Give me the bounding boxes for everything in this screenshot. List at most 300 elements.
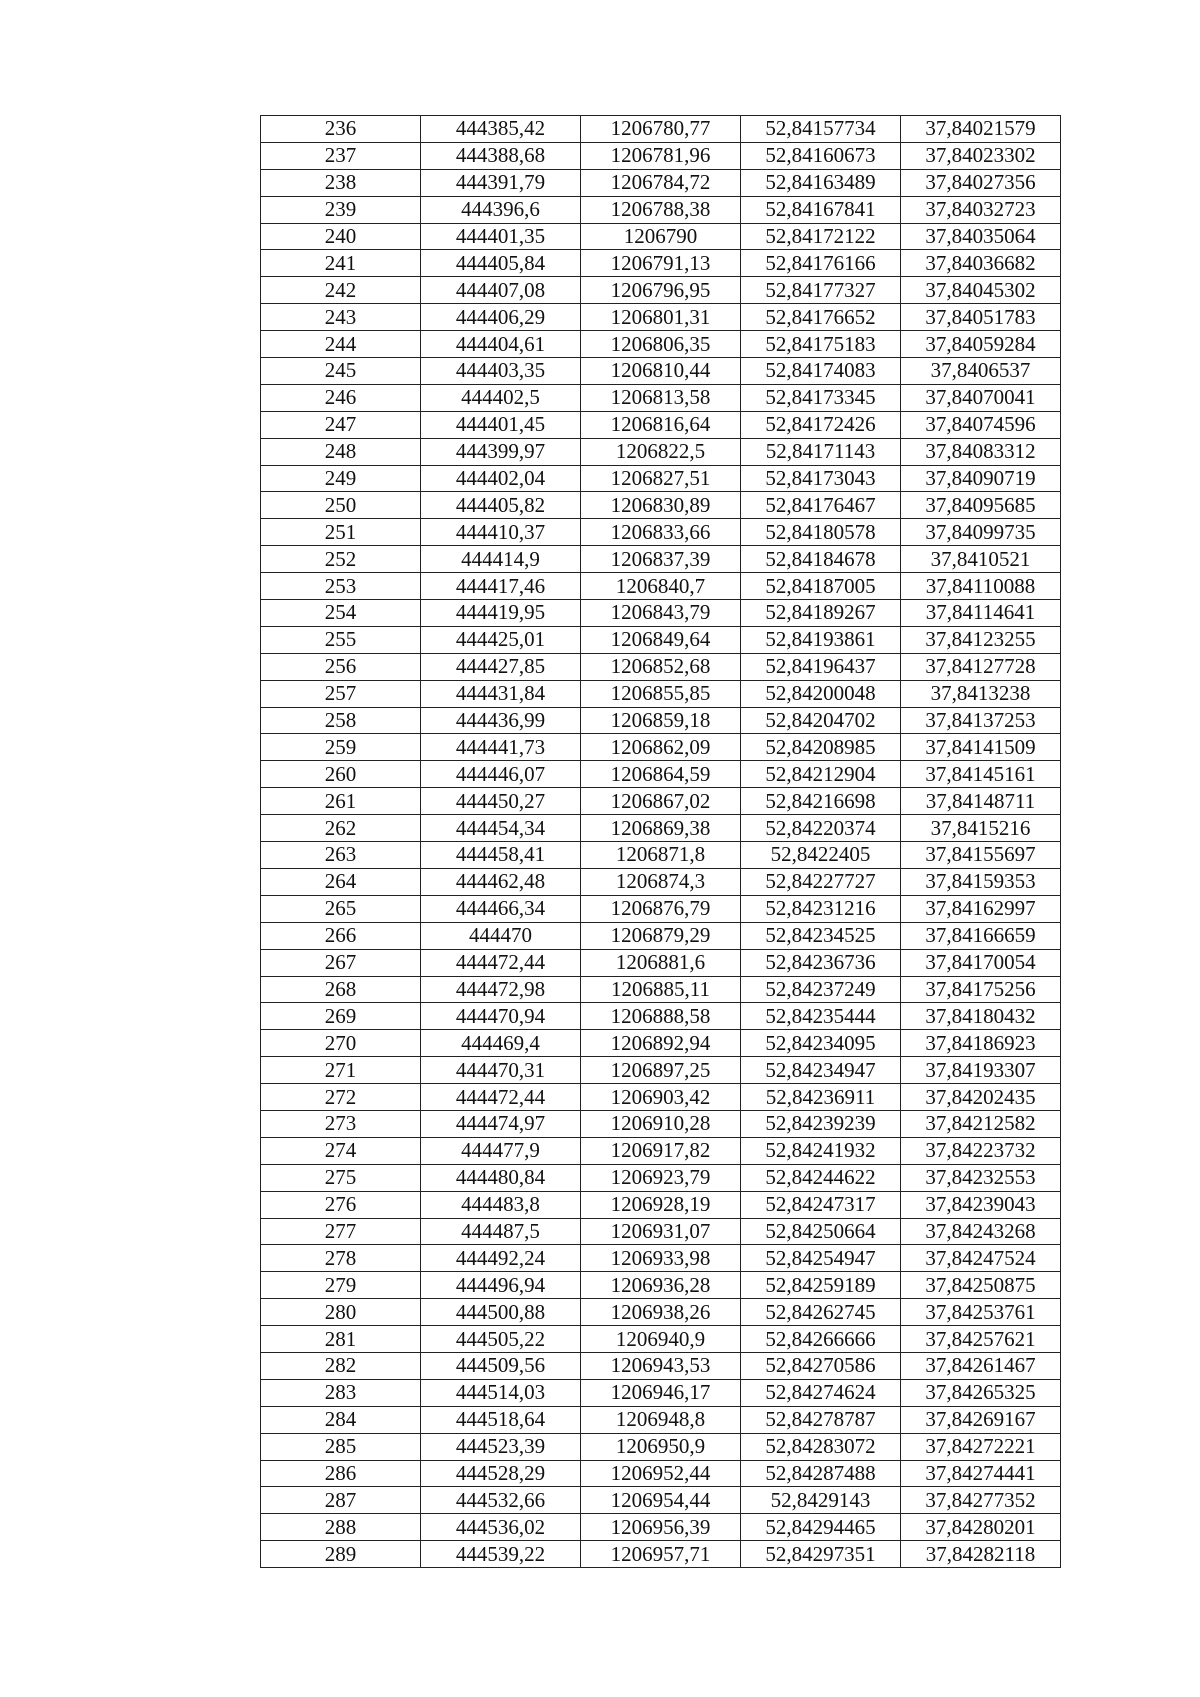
latitude-cell: 52,84187005 bbox=[741, 573, 901, 600]
longitude-cell: 37,84180432 bbox=[901, 1003, 1061, 1030]
point-number-cell: 289 bbox=[261, 1541, 421, 1568]
latitude-cell: 52,84278787 bbox=[741, 1406, 901, 1433]
x-coordinate-cell: 444470 bbox=[421, 922, 581, 949]
longitude-cell: 37,84035064 bbox=[901, 223, 1061, 250]
point-number-cell: 274 bbox=[261, 1137, 421, 1164]
table-row bbox=[261, 1245, 1061, 1272]
latitude-cell: 52,84157734 bbox=[741, 116, 901, 143]
table-row bbox=[261, 465, 1061, 492]
y-coordinate-cell: 1206931,07 bbox=[581, 1218, 741, 1245]
y-coordinate-cell: 1206938,26 bbox=[581, 1299, 741, 1326]
y-coordinate-cell: 1206864,59 bbox=[581, 761, 741, 788]
point-number-cell: 262 bbox=[261, 815, 421, 842]
table-row bbox=[261, 1352, 1061, 1379]
y-coordinate-cell: 1206867,02 bbox=[581, 788, 741, 815]
y-coordinate-cell: 1206813,58 bbox=[581, 384, 741, 411]
longitude-cell: 37,84051783 bbox=[901, 304, 1061, 331]
longitude-cell: 37,84162997 bbox=[901, 895, 1061, 922]
y-coordinate-cell: 1206936,28 bbox=[581, 1272, 741, 1299]
y-coordinate-cell: 1206881,6 bbox=[581, 949, 741, 976]
longitude-cell: 37,84114641 bbox=[901, 600, 1061, 627]
latitude-cell: 52,84234525 bbox=[741, 922, 901, 949]
y-coordinate-cell: 1206849,64 bbox=[581, 626, 741, 653]
y-coordinate-cell: 1206788,38 bbox=[581, 196, 741, 223]
x-coordinate-cell: 444441,73 bbox=[421, 734, 581, 761]
x-coordinate-cell: 444410,37 bbox=[421, 519, 581, 546]
table-row bbox=[261, 1433, 1061, 1460]
table-row bbox=[261, 519, 1061, 546]
point-number-cell: 257 bbox=[261, 680, 421, 707]
table-row bbox=[261, 438, 1061, 465]
longitude-cell: 37,84223732 bbox=[901, 1137, 1061, 1164]
y-coordinate-cell: 1206859,18 bbox=[581, 707, 741, 734]
latitude-cell: 52,84236911 bbox=[741, 1084, 901, 1111]
x-coordinate-cell: 444472,44 bbox=[421, 949, 581, 976]
y-coordinate-cell: 1206923,79 bbox=[581, 1164, 741, 1191]
x-coordinate-cell: 444407,08 bbox=[421, 277, 581, 304]
point-number-cell: 244 bbox=[261, 331, 421, 358]
x-coordinate-cell: 444518,64 bbox=[421, 1406, 581, 1433]
y-coordinate-cell: 1206957,71 bbox=[581, 1541, 741, 1568]
latitude-cell: 52,84231216 bbox=[741, 895, 901, 922]
table-row bbox=[261, 546, 1061, 573]
point-number-cell: 236 bbox=[261, 116, 421, 143]
latitude-cell: 52,84235444 bbox=[741, 1003, 901, 1030]
table-row bbox=[261, 223, 1061, 250]
latitude-cell: 52,84163489 bbox=[741, 169, 901, 196]
y-coordinate-cell: 1206791,13 bbox=[581, 250, 741, 277]
latitude-cell: 52,84200048 bbox=[741, 680, 901, 707]
longitude-cell: 37,84277352 bbox=[901, 1487, 1061, 1514]
point-number-cell: 246 bbox=[261, 384, 421, 411]
latitude-cell: 52,84176652 bbox=[741, 304, 901, 331]
longitude-cell: 37,84159353 bbox=[901, 868, 1061, 895]
latitude-cell: 52,8422405 bbox=[741, 842, 901, 869]
latitude-cell: 52,84175183 bbox=[741, 331, 901, 358]
point-number-cell: 275 bbox=[261, 1164, 421, 1191]
x-coordinate-cell: 444500,88 bbox=[421, 1299, 581, 1326]
longitude-cell: 37,84145161 bbox=[901, 761, 1061, 788]
latitude-cell: 52,84167841 bbox=[741, 196, 901, 223]
point-number-cell: 264 bbox=[261, 868, 421, 895]
y-coordinate-cell: 1206816,64 bbox=[581, 411, 741, 438]
point-number-cell: 286 bbox=[261, 1460, 421, 1487]
table-row bbox=[261, 573, 1061, 600]
x-coordinate-cell: 444401,45 bbox=[421, 411, 581, 438]
x-coordinate-cell: 444414,9 bbox=[421, 546, 581, 573]
table-row bbox=[261, 1541, 1061, 1568]
y-coordinate-cell: 1206954,44 bbox=[581, 1487, 741, 1514]
longitude-cell: 37,84280201 bbox=[901, 1514, 1061, 1541]
latitude-cell: 52,84193861 bbox=[741, 626, 901, 653]
x-coordinate-cell: 444469,4 bbox=[421, 1030, 581, 1057]
point-number-cell: 288 bbox=[261, 1514, 421, 1541]
table-row bbox=[261, 1326, 1061, 1353]
y-coordinate-cell: 1206837,39 bbox=[581, 546, 741, 573]
x-coordinate-cell: 444472,44 bbox=[421, 1084, 581, 1111]
y-coordinate-cell: 1206833,66 bbox=[581, 519, 741, 546]
point-number-cell: 269 bbox=[261, 1003, 421, 1030]
longitude-cell: 37,84265325 bbox=[901, 1379, 1061, 1406]
longitude-cell: 37,84170054 bbox=[901, 949, 1061, 976]
longitude-cell: 37,84186923 bbox=[901, 1030, 1061, 1057]
x-coordinate-cell: 444436,99 bbox=[421, 707, 581, 734]
table-row bbox=[261, 1514, 1061, 1541]
y-coordinate-cell: 1206946,17 bbox=[581, 1379, 741, 1406]
point-number-cell: 245 bbox=[261, 358, 421, 385]
longitude-cell: 37,84074596 bbox=[901, 411, 1061, 438]
x-coordinate-cell: 444470,31 bbox=[421, 1057, 581, 1084]
y-coordinate-cell: 1206888,58 bbox=[581, 1003, 741, 1030]
longitude-cell: 37,84036682 bbox=[901, 250, 1061, 277]
table-row bbox=[261, 1487, 1061, 1514]
y-coordinate-cell: 1206876,79 bbox=[581, 895, 741, 922]
x-coordinate-cell: 444474,97 bbox=[421, 1110, 581, 1137]
point-number-cell: 277 bbox=[261, 1218, 421, 1245]
x-coordinate-cell: 444454,34 bbox=[421, 815, 581, 842]
x-coordinate-cell: 444405,84 bbox=[421, 250, 581, 277]
point-number-cell: 237 bbox=[261, 142, 421, 169]
latitude-cell: 52,84176166 bbox=[741, 250, 901, 277]
x-coordinate-cell: 444505,22 bbox=[421, 1326, 581, 1353]
latitude-cell: 52,84172122 bbox=[741, 223, 901, 250]
y-coordinate-cell: 1206943,53 bbox=[581, 1352, 741, 1379]
y-coordinate-cell: 1206852,68 bbox=[581, 653, 741, 680]
latitude-cell: 52,84247317 bbox=[741, 1191, 901, 1218]
point-number-cell: 283 bbox=[261, 1379, 421, 1406]
latitude-cell: 52,84204702 bbox=[741, 707, 901, 734]
longitude-cell: 37,84247524 bbox=[901, 1245, 1061, 1272]
table-row bbox=[261, 1191, 1061, 1218]
latitude-cell: 52,84237249 bbox=[741, 976, 901, 1003]
longitude-cell: 37,84099735 bbox=[901, 519, 1061, 546]
table-row bbox=[261, 1406, 1061, 1433]
point-number-cell: 241 bbox=[261, 250, 421, 277]
longitude-cell: 37,84282118 bbox=[901, 1541, 1061, 1568]
latitude-cell: 52,84266666 bbox=[741, 1326, 901, 1353]
longitude-cell: 37,84137253 bbox=[901, 707, 1061, 734]
point-number-cell: 255 bbox=[261, 626, 421, 653]
point-number-cell: 263 bbox=[261, 842, 421, 869]
latitude-cell: 52,84270586 bbox=[741, 1352, 901, 1379]
latitude-cell: 52,84262745 bbox=[741, 1299, 901, 1326]
y-coordinate-cell: 1206892,94 bbox=[581, 1030, 741, 1057]
longitude-cell: 37,84257621 bbox=[901, 1326, 1061, 1353]
latitude-cell: 52,84208985 bbox=[741, 734, 901, 761]
longitude-cell: 37,84155697 bbox=[901, 842, 1061, 869]
table-row bbox=[261, 411, 1061, 438]
y-coordinate-cell: 1206822,5 bbox=[581, 438, 741, 465]
table-row bbox=[261, 250, 1061, 277]
y-coordinate-cell: 1206917,82 bbox=[581, 1137, 741, 1164]
table-row bbox=[261, 976, 1061, 1003]
point-number-cell: 287 bbox=[261, 1487, 421, 1514]
longitude-cell: 37,84027356 bbox=[901, 169, 1061, 196]
x-coordinate-cell: 444391,79 bbox=[421, 169, 581, 196]
point-number-cell: 250 bbox=[261, 492, 421, 519]
point-number-cell: 271 bbox=[261, 1057, 421, 1084]
y-coordinate-cell: 1206810,44 bbox=[581, 358, 741, 385]
table-row bbox=[261, 331, 1061, 358]
table-row bbox=[261, 169, 1061, 196]
coordinates-table bbox=[260, 115, 1061, 1568]
y-coordinate-cell: 1206806,35 bbox=[581, 331, 741, 358]
x-coordinate-cell: 444417,46 bbox=[421, 573, 581, 600]
point-number-cell: 260 bbox=[261, 761, 421, 788]
table-row bbox=[261, 1137, 1061, 1164]
table-row bbox=[261, 761, 1061, 788]
table-row bbox=[261, 1272, 1061, 1299]
x-coordinate-cell: 444450,27 bbox=[421, 788, 581, 815]
point-number-cell: 249 bbox=[261, 465, 421, 492]
table-row bbox=[261, 277, 1061, 304]
x-coordinate-cell: 444492,24 bbox=[421, 1245, 581, 1272]
longitude-cell: 37,84090719 bbox=[901, 465, 1061, 492]
table-row bbox=[261, 384, 1061, 411]
latitude-cell: 52,84294465 bbox=[741, 1514, 901, 1541]
point-number-cell: 270 bbox=[261, 1030, 421, 1057]
point-number-cell: 239 bbox=[261, 196, 421, 223]
longitude-cell: 37,84148711 bbox=[901, 788, 1061, 815]
x-coordinate-cell: 444388,68 bbox=[421, 142, 581, 169]
latitude-cell: 52,84177327 bbox=[741, 277, 901, 304]
longitude-cell: 37,84123255 bbox=[901, 626, 1061, 653]
table-row bbox=[261, 600, 1061, 627]
table-row bbox=[261, 1379, 1061, 1406]
table-row bbox=[261, 895, 1061, 922]
longitude-cell: 37,84045302 bbox=[901, 277, 1061, 304]
latitude-cell: 52,84283072 bbox=[741, 1433, 901, 1460]
point-number-cell: 247 bbox=[261, 411, 421, 438]
y-coordinate-cell: 1206948,8 bbox=[581, 1406, 741, 1433]
x-coordinate-cell: 444536,02 bbox=[421, 1514, 581, 1541]
latitude-cell: 52,84234947 bbox=[741, 1057, 901, 1084]
longitude-cell: 37,8406537 bbox=[901, 358, 1061, 385]
x-coordinate-cell: 444458,41 bbox=[421, 842, 581, 869]
longitude-cell: 37,84274441 bbox=[901, 1460, 1061, 1487]
point-number-cell: 267 bbox=[261, 949, 421, 976]
latitude-cell: 52,84173043 bbox=[741, 465, 901, 492]
table-row bbox=[261, 1057, 1061, 1084]
table-row bbox=[261, 922, 1061, 949]
x-coordinate-cell: 444472,98 bbox=[421, 976, 581, 1003]
point-number-cell: 248 bbox=[261, 438, 421, 465]
x-coordinate-cell: 444402,04 bbox=[421, 465, 581, 492]
point-number-cell: 272 bbox=[261, 1084, 421, 1111]
y-coordinate-cell: 1206879,29 bbox=[581, 922, 741, 949]
latitude-cell: 52,84236736 bbox=[741, 949, 901, 976]
latitude-cell: 52,84220374 bbox=[741, 815, 901, 842]
table-row bbox=[261, 1164, 1061, 1191]
longitude-cell: 37,8413238 bbox=[901, 680, 1061, 707]
x-coordinate-cell: 444514,03 bbox=[421, 1379, 581, 1406]
table-row bbox=[261, 815, 1061, 842]
latitude-cell: 52,84239239 bbox=[741, 1110, 901, 1137]
longitude-cell: 37,84032723 bbox=[901, 196, 1061, 223]
y-coordinate-cell: 1206843,79 bbox=[581, 600, 741, 627]
latitude-cell: 52,84212904 bbox=[741, 761, 901, 788]
latitude-cell: 52,84176467 bbox=[741, 492, 901, 519]
longitude-cell: 37,84239043 bbox=[901, 1191, 1061, 1218]
latitude-cell: 52,84184678 bbox=[741, 546, 901, 573]
x-coordinate-cell: 444477,9 bbox=[421, 1137, 581, 1164]
x-coordinate-cell: 444487,5 bbox=[421, 1218, 581, 1245]
x-coordinate-cell: 444404,61 bbox=[421, 331, 581, 358]
x-coordinate-cell: 444532,66 bbox=[421, 1487, 581, 1514]
latitude-cell: 52,84216698 bbox=[741, 788, 901, 815]
x-coordinate-cell: 444509,56 bbox=[421, 1352, 581, 1379]
longitude-cell: 37,8415216 bbox=[901, 815, 1061, 842]
x-coordinate-cell: 444385,42 bbox=[421, 116, 581, 143]
point-number-cell: 273 bbox=[261, 1110, 421, 1137]
table-row bbox=[261, 492, 1061, 519]
y-coordinate-cell: 1206885,11 bbox=[581, 976, 741, 1003]
point-number-cell: 240 bbox=[261, 223, 421, 250]
latitude-cell: 52,84274624 bbox=[741, 1379, 901, 1406]
table-row bbox=[261, 1003, 1061, 1030]
x-coordinate-cell: 444403,35 bbox=[421, 358, 581, 385]
latitude-cell: 52,8429143 bbox=[741, 1487, 901, 1514]
y-coordinate-cell: 1206940,9 bbox=[581, 1326, 741, 1353]
longitude-cell: 37,84166659 bbox=[901, 922, 1061, 949]
longitude-cell: 37,84193307 bbox=[901, 1057, 1061, 1084]
y-coordinate-cell: 1206855,85 bbox=[581, 680, 741, 707]
point-number-cell: 261 bbox=[261, 788, 421, 815]
longitude-cell: 37,84070041 bbox=[901, 384, 1061, 411]
table-row bbox=[261, 707, 1061, 734]
x-coordinate-cell: 444399,97 bbox=[421, 438, 581, 465]
point-number-cell: 256 bbox=[261, 653, 421, 680]
longitude-cell: 37,84127728 bbox=[901, 653, 1061, 680]
x-coordinate-cell: 444396,6 bbox=[421, 196, 581, 223]
x-coordinate-cell: 444480,84 bbox=[421, 1164, 581, 1191]
y-coordinate-cell: 1206780,77 bbox=[581, 116, 741, 143]
point-number-cell: 253 bbox=[261, 573, 421, 600]
longitude-cell: 37,84212582 bbox=[901, 1110, 1061, 1137]
table-row bbox=[261, 1299, 1061, 1326]
point-number-cell: 281 bbox=[261, 1326, 421, 1353]
latitude-cell: 52,84259189 bbox=[741, 1272, 901, 1299]
latitude-cell: 52,84227727 bbox=[741, 868, 901, 895]
y-coordinate-cell: 1206933,98 bbox=[581, 1245, 741, 1272]
longitude-cell: 37,84095685 bbox=[901, 492, 1061, 519]
x-coordinate-cell: 444419,95 bbox=[421, 600, 581, 627]
latitude-cell: 52,84196437 bbox=[741, 653, 901, 680]
longitude-cell: 37,84083312 bbox=[901, 438, 1061, 465]
table-row bbox=[261, 142, 1061, 169]
y-coordinate-cell: 1206874,3 bbox=[581, 868, 741, 895]
latitude-cell: 52,84174083 bbox=[741, 358, 901, 385]
coordinates-table-body bbox=[261, 116, 1061, 1568]
y-coordinate-cell: 1206784,72 bbox=[581, 169, 741, 196]
longitude-cell: 37,84250875 bbox=[901, 1272, 1061, 1299]
y-coordinate-cell: 1206801,31 bbox=[581, 304, 741, 331]
table-row bbox=[261, 653, 1061, 680]
longitude-cell: 37,84175256 bbox=[901, 976, 1061, 1003]
latitude-cell: 52,84244622 bbox=[741, 1164, 901, 1191]
longitude-cell: 37,84023302 bbox=[901, 142, 1061, 169]
y-coordinate-cell: 1206903,42 bbox=[581, 1084, 741, 1111]
x-coordinate-cell: 444496,94 bbox=[421, 1272, 581, 1299]
x-coordinate-cell: 444425,01 bbox=[421, 626, 581, 653]
y-coordinate-cell: 1206956,39 bbox=[581, 1514, 741, 1541]
x-coordinate-cell: 444528,29 bbox=[421, 1460, 581, 1487]
longitude-cell: 37,84243268 bbox=[901, 1218, 1061, 1245]
point-number-cell: 243 bbox=[261, 304, 421, 331]
latitude-cell: 52,84180578 bbox=[741, 519, 901, 546]
x-coordinate-cell: 444405,82 bbox=[421, 492, 581, 519]
longitude-cell: 37,84272221 bbox=[901, 1433, 1061, 1460]
point-number-cell: 259 bbox=[261, 734, 421, 761]
y-coordinate-cell: 1206840,7 bbox=[581, 573, 741, 600]
longitude-cell: 37,84059284 bbox=[901, 331, 1061, 358]
y-coordinate-cell: 1206827,51 bbox=[581, 465, 741, 492]
latitude-cell: 52,84234095 bbox=[741, 1030, 901, 1057]
x-coordinate-cell: 444539,22 bbox=[421, 1541, 581, 1568]
point-number-cell: 268 bbox=[261, 976, 421, 1003]
y-coordinate-cell: 1206869,38 bbox=[581, 815, 741, 842]
table-row bbox=[261, 1110, 1061, 1137]
y-coordinate-cell: 1206910,28 bbox=[581, 1110, 741, 1137]
point-number-cell: 282 bbox=[261, 1352, 421, 1379]
latitude-cell: 52,84172426 bbox=[741, 411, 901, 438]
x-coordinate-cell: 444483,8 bbox=[421, 1191, 581, 1218]
x-coordinate-cell: 444402,5 bbox=[421, 384, 581, 411]
y-coordinate-cell: 1206830,89 bbox=[581, 492, 741, 519]
point-number-cell: 242 bbox=[261, 277, 421, 304]
point-number-cell: 276 bbox=[261, 1191, 421, 1218]
x-coordinate-cell: 444446,07 bbox=[421, 761, 581, 788]
table-row bbox=[261, 116, 1061, 143]
y-coordinate-cell: 1206796,95 bbox=[581, 277, 741, 304]
point-number-cell: 284 bbox=[261, 1406, 421, 1433]
point-number-cell: 278 bbox=[261, 1245, 421, 1272]
y-coordinate-cell: 1206862,09 bbox=[581, 734, 741, 761]
longitude-cell: 37,84021579 bbox=[901, 116, 1061, 143]
latitude-cell: 52,84173345 bbox=[741, 384, 901, 411]
table-row bbox=[261, 1030, 1061, 1057]
point-number-cell: 251 bbox=[261, 519, 421, 546]
point-number-cell: 238 bbox=[261, 169, 421, 196]
point-number-cell: 279 bbox=[261, 1272, 421, 1299]
table-row bbox=[261, 1218, 1061, 1245]
y-coordinate-cell: 1206952,44 bbox=[581, 1460, 741, 1487]
y-coordinate-cell: 1206928,19 bbox=[581, 1191, 741, 1218]
longitude-cell: 37,84232553 bbox=[901, 1164, 1061, 1191]
y-coordinate-cell: 1206897,25 bbox=[581, 1057, 741, 1084]
point-number-cell: 285 bbox=[261, 1433, 421, 1460]
table-row bbox=[261, 1084, 1061, 1111]
latitude-cell: 52,84189267 bbox=[741, 600, 901, 627]
latitude-cell: 52,84160673 bbox=[741, 142, 901, 169]
latitude-cell: 52,84241932 bbox=[741, 1137, 901, 1164]
point-number-cell: 252 bbox=[261, 546, 421, 573]
x-coordinate-cell: 444427,85 bbox=[421, 653, 581, 680]
latitude-cell: 52,84287488 bbox=[741, 1460, 901, 1487]
table-row bbox=[261, 626, 1061, 653]
point-number-cell: 280 bbox=[261, 1299, 421, 1326]
longitude-cell: 37,84141509 bbox=[901, 734, 1061, 761]
point-number-cell: 266 bbox=[261, 922, 421, 949]
point-number-cell: 254 bbox=[261, 600, 421, 627]
table-row bbox=[261, 680, 1061, 707]
table-row bbox=[261, 1460, 1061, 1487]
table-row bbox=[261, 358, 1061, 385]
longitude-cell: 37,84110088 bbox=[901, 573, 1061, 600]
x-coordinate-cell: 444462,48 bbox=[421, 868, 581, 895]
x-coordinate-cell: 444523,39 bbox=[421, 1433, 581, 1460]
latitude-cell: 52,84250664 bbox=[741, 1218, 901, 1245]
